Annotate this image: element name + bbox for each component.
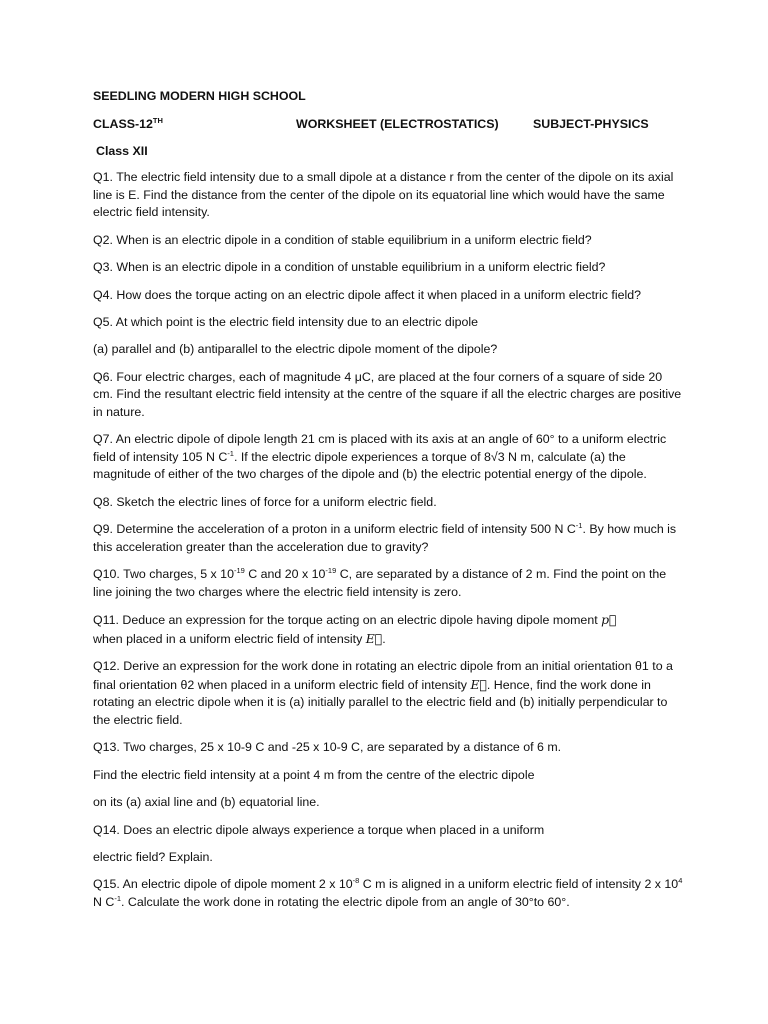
question-5-line-1: Q5. At which point is the electric field intensity due to an electric dipole [93,314,479,329]
q7-text-2: . If the electric dipole experiences a torque of 8√3 N m, calculate (a) the magnitude of either of the two charges of the dipole and (b) the electric potential energy of the dipole. [93,449,647,482]
question-6: Q6. Four electric charges, each of magnitude 4 μC, are placed at the four corners of a square of side 20 cm. Find the resultant electric field intensity at the centre of the square if all the electric charges are positive in nature. [93,369,682,419]
q10-text-1: Q10. Two charges, 5 x 10 [93,567,234,582]
question-11 [93,611,683,648]
q15-superscript-2: 4 [678,876,683,886]
q9-text-2: . By how much is this acceleration greater than the acceleration due to gravity? [93,522,677,554]
q15-text-1: Q15. An electric dipole of dipole moment 2 x 10 [93,877,353,892]
q7-text-1: Q7. An electric dipole of dipole length 21 cm is placed with its axis at an angle of 60° to a uniform electric field of intensity 105 N C [93,432,667,464]
question-1: Q1. The electric field intensity due to a small dipole at a distance r from the center of the dipole on its axial line is E. Find the distance from the center of the dipole on its equatorial line which would have the same electric field intensity. [93,170,674,220]
question-13-line-3: on its (a) axial line and (b) equatorial line. [93,795,320,810]
q15-text-4: . Calculate the work done in rotating the electric dipole from an angle of 30°to 60°. [121,894,570,909]
question-14-line-1: Q14. Does an electric dipole always experience a torque when placed in a uniform [93,822,545,837]
q12-text-1: Q12. Derive an expression for the work done in rotating an electric dipole from an initial orientation θ1 to a final orientation θ2 when placed in a uniform electric field of intensity [93,659,673,692]
class-label [93,116,163,134]
vector-e-symbol: E⃗ [365,630,383,646]
q10-text-2: C and 20 x 10 [244,567,326,582]
q15-text-2: C m is aligned in a uniform electric field of intensity 2 x 10 [359,877,679,892]
q9-superscript: -1 [575,521,583,531]
q12-text-2: . Hence, find the work done in rotating an electric dipole when it is (a) initially parallel to the electric field and (b) initially perpendicular to the electric field. [93,677,668,727]
q15-superscript-3: -1 [114,893,122,903]
subject-label: SUBJECT-PHYSICS [533,116,649,131]
question-13-line-1: Q13. Two charges, 25 x 10-9 C and -25 x 10-9 C, are separated by a distance of 6 m. [93,740,562,755]
q15-text-3: N C [93,894,115,909]
q10-text-3: C, are separated by a distance of 2 m. Find the point on the line joining the two charges where the electric field intensity is zero. [93,567,667,599]
q7-superscript: -1 [227,448,234,458]
question-12 [93,658,683,729]
worksheet-title: WORKSHEET (ELECTROSTATICS) [296,116,499,131]
worksheet-page [93,88,683,921]
class-superscript: TH [152,115,163,125]
q11-text-2: when placed in a uniform electric field of intensity [93,631,366,646]
header-row [93,116,683,133]
q11-text-3: . [382,631,386,646]
q10-superscript-2: -19 [325,566,337,576]
question-2: Q2. When is an electric dipole in a condition of stable equilibrium in a uniform electric field? [93,232,592,247]
question-5-line-2: (a) parallel and (b) antiparallel to the electric dipole moment of the dipole? [93,342,498,357]
vector-e-symbol: E⃗ [470,676,487,692]
question-14-line-2: electric field? Explain. [93,849,213,864]
question-4: Q4. How does the torque acting on an electric dipole affect it when placed in a uniform electric field? [93,287,642,302]
question-9 [93,521,683,556]
question-10 [93,566,683,601]
school-name: SEEDLING MODERN HIGH SCHOOL [93,89,306,103]
q10-superscript-1: -19 [233,566,245,576]
question-13-line-2: Find the electric field intensity at a point 4 m from the centre of the electric dipole [93,767,535,782]
question-8: Q8. Sketch the electric lines of force for a uniform electric field. [93,494,437,509]
question-3: Q3. When is an electric dipole in a condition of unstable equilibrium in a uniform electric field? [93,260,606,275]
question-7 [93,431,683,484]
class-xii-label: Class XII [96,143,148,158]
q9-text-1: Q9. Determine the acceleration of a proton in a uniform electric field of intensity 500 N C [93,522,576,537]
q11-text-1: Q11. Deduce an expression for the torque acting on an electric dipole having dipole moment [93,613,602,628]
q15-superscript-1: -8 [352,876,360,886]
class-text: CLASS-12 [93,116,153,131]
question-15 [93,876,683,911]
vector-p-symbol: p⃗ [601,612,617,628]
